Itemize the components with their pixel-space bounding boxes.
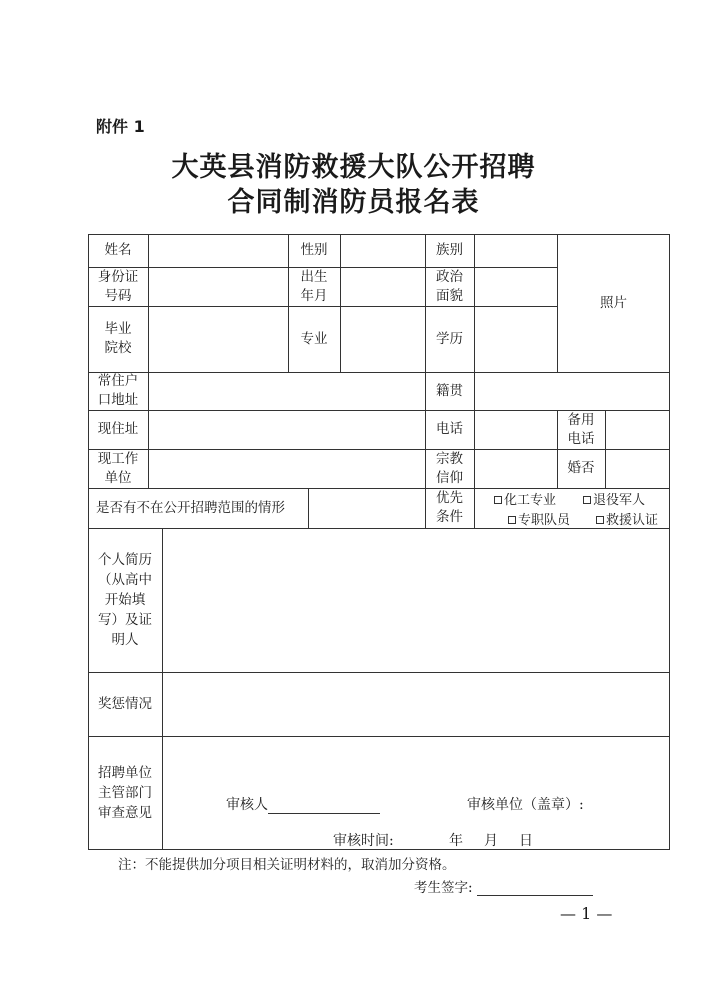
priority-option-rescue-cert[interactable]: 救援认证 (596, 509, 658, 528)
name-field[interactable] (149, 234, 288, 267)
religion-label: 宗教 信仰 (436, 450, 463, 486)
employer-field[interactable] (149, 449, 425, 488)
phone-label: 电话 (436, 421, 463, 437)
signature-underline (477, 895, 593, 896)
attachment-label: 附件 1 (96, 117, 145, 136)
resume-label: 个人简历 （从高中 开始填 写）及证 明人 (98, 552, 152, 648)
gender-label: 性别 (300, 242, 328, 258)
review-time-label: 审核时间: (333, 833, 394, 849)
major-field[interactable] (341, 306, 425, 372)
id-number-label: 身份证 号码 (97, 268, 139, 304)
education-field[interactable] (475, 306, 557, 372)
priority-option-veteran[interactable]: 退役军人 (583, 489, 645, 508)
birth-label: 出生 年月 (300, 268, 328, 304)
school-label: 毕业 院校 (104, 321, 132, 356)
native-place-label: 籍贯 (436, 382, 463, 399)
review-unit-label: 审核单位（盖章）: (467, 797, 584, 813)
signature-line[interactable]: 考生签字: (414, 876, 593, 896)
marital-field[interactable] (606, 449, 669, 488)
hukou-field[interactable] (149, 372, 425, 410)
review-opinion-label: 招聘单位 主管部门 审查意见 (98, 764, 152, 821)
name-label: 姓名 (104, 242, 132, 258)
excluded-field[interactable] (309, 488, 425, 528)
gender-field[interactable] (341, 234, 425, 267)
school-field[interactable] (149, 306, 288, 372)
page-number: — 1 — (560, 904, 613, 923)
checkbox-icon (494, 496, 502, 504)
awards-label: 奖惩情况 (98, 695, 152, 712)
review-year-label: 年 (449, 833, 463, 849)
review-day-label: 日 (519, 833, 533, 849)
political-field[interactable] (475, 267, 557, 306)
priority-label: 优先 条件 (436, 490, 463, 525)
marital-label: 婚否 (567, 460, 595, 476)
photo-box[interactable]: 照片 (600, 294, 627, 311)
checkbox-icon (508, 516, 516, 524)
awards-field[interactable] (163, 672, 669, 736)
excluded-label: 是否有不在公开招聘范围的情形 (96, 499, 285, 516)
footnote: 注：不能提供加分项目相关证明材料的，取消加分资格。 (118, 857, 456, 873)
priority-option-chemical[interactable]: 化工专业 (494, 489, 556, 508)
ethnicity-field[interactable] (475, 234, 557, 267)
birth-field[interactable] (341, 267, 425, 306)
current-address-field[interactable] (149, 410, 425, 449)
checkbox-icon (596, 516, 604, 524)
political-label: 政治 面貌 (436, 268, 463, 304)
current-address-label: 现住址 (97, 421, 139, 437)
phone-field[interactable] (475, 410, 557, 449)
resume-field[interactable] (163, 528, 669, 672)
native-place-field[interactable] (475, 372, 669, 410)
hukou-label: 常住户 口地址 (97, 373, 139, 408)
reviewer-signature-line (268, 813, 380, 814)
major-label: 专业 (300, 330, 328, 347)
id-number-field[interactable] (149, 267, 288, 306)
form-title-line2: 合同制消防员报名表 (227, 187, 480, 218)
priority-option-fulltime[interactable]: 专职队员 (508, 509, 570, 528)
ethnicity-label: 族别 (436, 242, 463, 258)
backup-phone-label: 备用 电话 (567, 411, 595, 447)
checkbox-icon (583, 496, 591, 504)
review-month-label: 月 (484, 833, 498, 849)
backup-phone-field[interactable] (606, 410, 669, 449)
education-label: 学历 (436, 330, 463, 347)
religion-field[interactable] (475, 449, 557, 488)
employer-label: 现工作 单位 (97, 450, 139, 486)
form-title-line1: 大英县消防救援大队公开招聘 (171, 152, 536, 183)
reviewer-line[interactable]: 审核人 (226, 794, 380, 814)
